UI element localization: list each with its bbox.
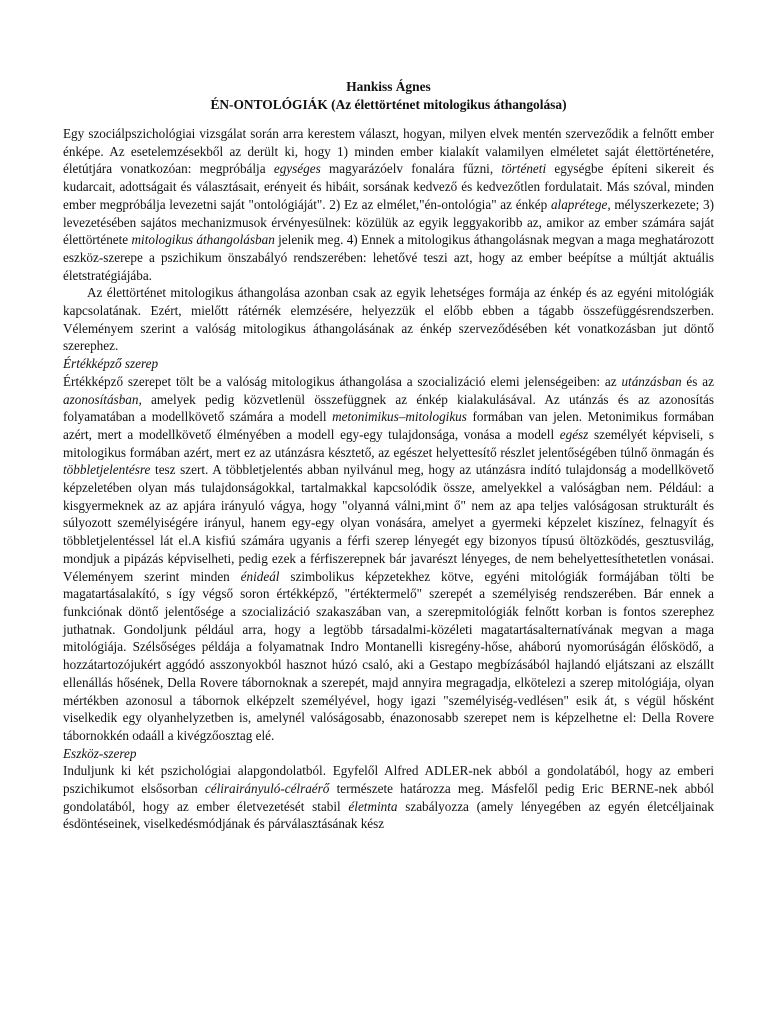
emphasis: célirairányuló-célraérő bbox=[204, 781, 330, 797]
text-run: egységbe építeni sikereit és kudarcait, adottságait és választásait, erényeit és hibáit, sorsának kedvező és kedvezőtlen fordulatait. Más szóval, minden ember megpróbálja levezetni saját "ontológiáját". 2) Ez az elmélet,"én-ontológia" az énkép bbox=[63, 161, 714, 212]
text-run: természete határozza meg. Másfelől pedig Eric BERNE-nek abból gondolatából, hogy az ember életvezetését stabil bbox=[63, 781, 714, 814]
emphasis: többletjelentésre bbox=[63, 462, 151, 478]
text-run: Induljunk ki két pszichológiai alapgondolatból. Egyfelől Alfred ADLER-nek abból a gondolatából, hogy az emberi pszichikumot elsősorban bbox=[63, 763, 714, 797]
text-run: magyarázóelv fonalára fűzni, bbox=[320, 161, 502, 177]
section-paragraph-eszkoz bbox=[63, 762, 714, 833]
text-run: formában van jelen. Metonimikus formában azért, mert a modellkövető élményében a modell egy-egy tulajdonsága, vonása a modell bbox=[63, 409, 715, 442]
section-heading-eszkoz: Eszköz-szerep bbox=[63, 745, 137, 761]
text-run: szabályozza (amely lényegében az egyén életcéljainak ésdöntéseinek, viselkedésmódjának és párválasztásának kész bbox=[63, 798, 714, 832]
text-run: tesz szert. A többletjelentés abban nyilvánul meg, hogy az utánzásra indító tulajdonság a modellkövető képzeletében olyan más tulajdonságokkal, tartalmakkal kapcsolódik össze, amelyekkel a valóságban nem. Például: a kisgyermeknek az az apjára irányuló vágya, hogy "olyanná válni,mint ő" nem az apa teljes valóságosan strukturált és súlyozott személyiségére irányul, hanem egy-egy olyan vonására, amelyet a gyermeki képzelet kiszínez, felnagyít és többletjelentéssel lát el.A kisfiú számára ugyanis a férfi szerep lényegét egy bizonyos típusú öltözködés, gesztusvilág, mondjuk a pipázás képviselheti, pedig ezek a férfiszerepnek bár javarészt lényeges, de nem behelyettesíthetetlen vonásai. Véleményem szerint minden bbox=[63, 462, 714, 584]
emphasis: egész bbox=[559, 426, 589, 442]
section-heading-ertekkepzo: Értékképző szerep bbox=[63, 356, 159, 372]
emphasis: mitologikus áthangolásban bbox=[131, 232, 275, 248]
text-run: jelenik meg. 4) Ennek a mitologikus áthangolásnak megvan a maga meghatározott eszköz-szerepe a pszichikum önszabályó rendszerében: lehetővé teszi azt, hogy az ember beépítse a múltját aktuális életstratégiájába. bbox=[63, 232, 715, 283]
author-name: Hankiss Ágnes bbox=[346, 79, 431, 94]
text-run: Értékképző szerepet tölt be a valóság mitologikus áthangolása a szocializáció elemi jelenségeiben: az bbox=[63, 373, 622, 389]
emphasis: énideál bbox=[240, 568, 280, 584]
text-run: amelyek pedig közvetlenül összefüggnek az énkép kialakulásával. Az utánzás és az azonosítás folyamatában a modellkövető számára a modell bbox=[63, 391, 714, 425]
emphasis: életminta bbox=[348, 798, 398, 814]
text-run: mélyszerkezete; 3) levezetésében sajátos mechanizmusok érvényesülnek: közülük az egyik leggyakoribb az, amikor az ember számára saját élettörténete bbox=[63, 196, 715, 248]
emphasis: metonimikus–mitologikus bbox=[332, 409, 467, 425]
document-title: ÉN-ONTOLÓGIÁK (Az élettörténet mitologikus áthangolása) bbox=[210, 96, 567, 112]
text-run: Egy szociálpszichológiai vizsgálat során arra kerestem választ, hogyan, milyen elvek mentén szerveződik a felnőtt ember énképe. Az esetelemzésekből az derült ki, hogy 1) minden ember kialakít valamilyen elméletet saját élettörténetére, életútjára vonatkozóan: megpróbálja bbox=[63, 126, 714, 177]
intro-paragraph bbox=[63, 125, 714, 284]
text-run: személyét képviseli, s mitologikus formában azért, mert ez az utánzásra késztető, az egészet helyettesítő részlet jelentőségében túlnő önmagán és bbox=[63, 426, 714, 460]
emphasis: azonosításban, bbox=[63, 391, 142, 407]
text-run: szimbolikus képzetekhez kötve, egyéni mitológiák formájában tölti be magatartásalakító, s így végső soron értékképző, "értéktermelő" szerepét a személyiség rendszerében. Bár ennek a funkciónak döntő jelentősége a szocializáció szakaszában van, a szerepmitológiák felnőtt korban is fontos szerephez juthatnak. Gondoljunk például arra, hogy a legtöbb társadalmi-közéleti magatartásalternatívának megvan a maga mitológiája. Szélsőséges példája a folyamatnak Indro Montanelli kisregény-hőse, aháború nyomorúságán élősködő, a hozzátartozójukért aggódó asszonyokból hasznot húzó csaló, aki a Gestapo megbízásából hajlandó eljátszani az elszállt ellenállás hősének, Della Rovere tábornoknak a szerepét, majd annyira megragadja, elkötelezi a szerep mitológiája, olyan mértékben azonosul a tábornok elképzelt személyével, hogy igazi "személyiség-vedlésen" esik át, s végül hősként viselkedik egy olyanhelyzetben is, amelynél valóságosabb, énazonosabb szerepet nem is képzelhetne el: Della Rovere tábornokkén odaáll a kivégzőosztag elé. bbox=[63, 568, 714, 743]
text-run: és az bbox=[681, 373, 714, 389]
emphasis: történeti bbox=[501, 161, 547, 177]
emphasis: egységes bbox=[273, 161, 321, 177]
intro-paragraph-2: Az élettörténet mitologikus áthangolása azonban csak az egyik lehetséges formája az énkép és az egyéni mitológiák kapcsolatának. Ezért, mielőtt rátérnék elemzésére, helyezzük el előbb ebben a tágabb összefüggésrendszerben. Véleményem szerint a valóság mitologikus áthangolásának az énkép szerveződésében két vonatkozásban jut döntő szerephez. bbox=[63, 285, 714, 354]
emphasis: utánzásban bbox=[621, 373, 682, 389]
section-paragraph-ertekkepzo bbox=[63, 373, 714, 745]
document-body bbox=[63, 125, 714, 833]
emphasis: alaprétege, bbox=[550, 196, 611, 212]
